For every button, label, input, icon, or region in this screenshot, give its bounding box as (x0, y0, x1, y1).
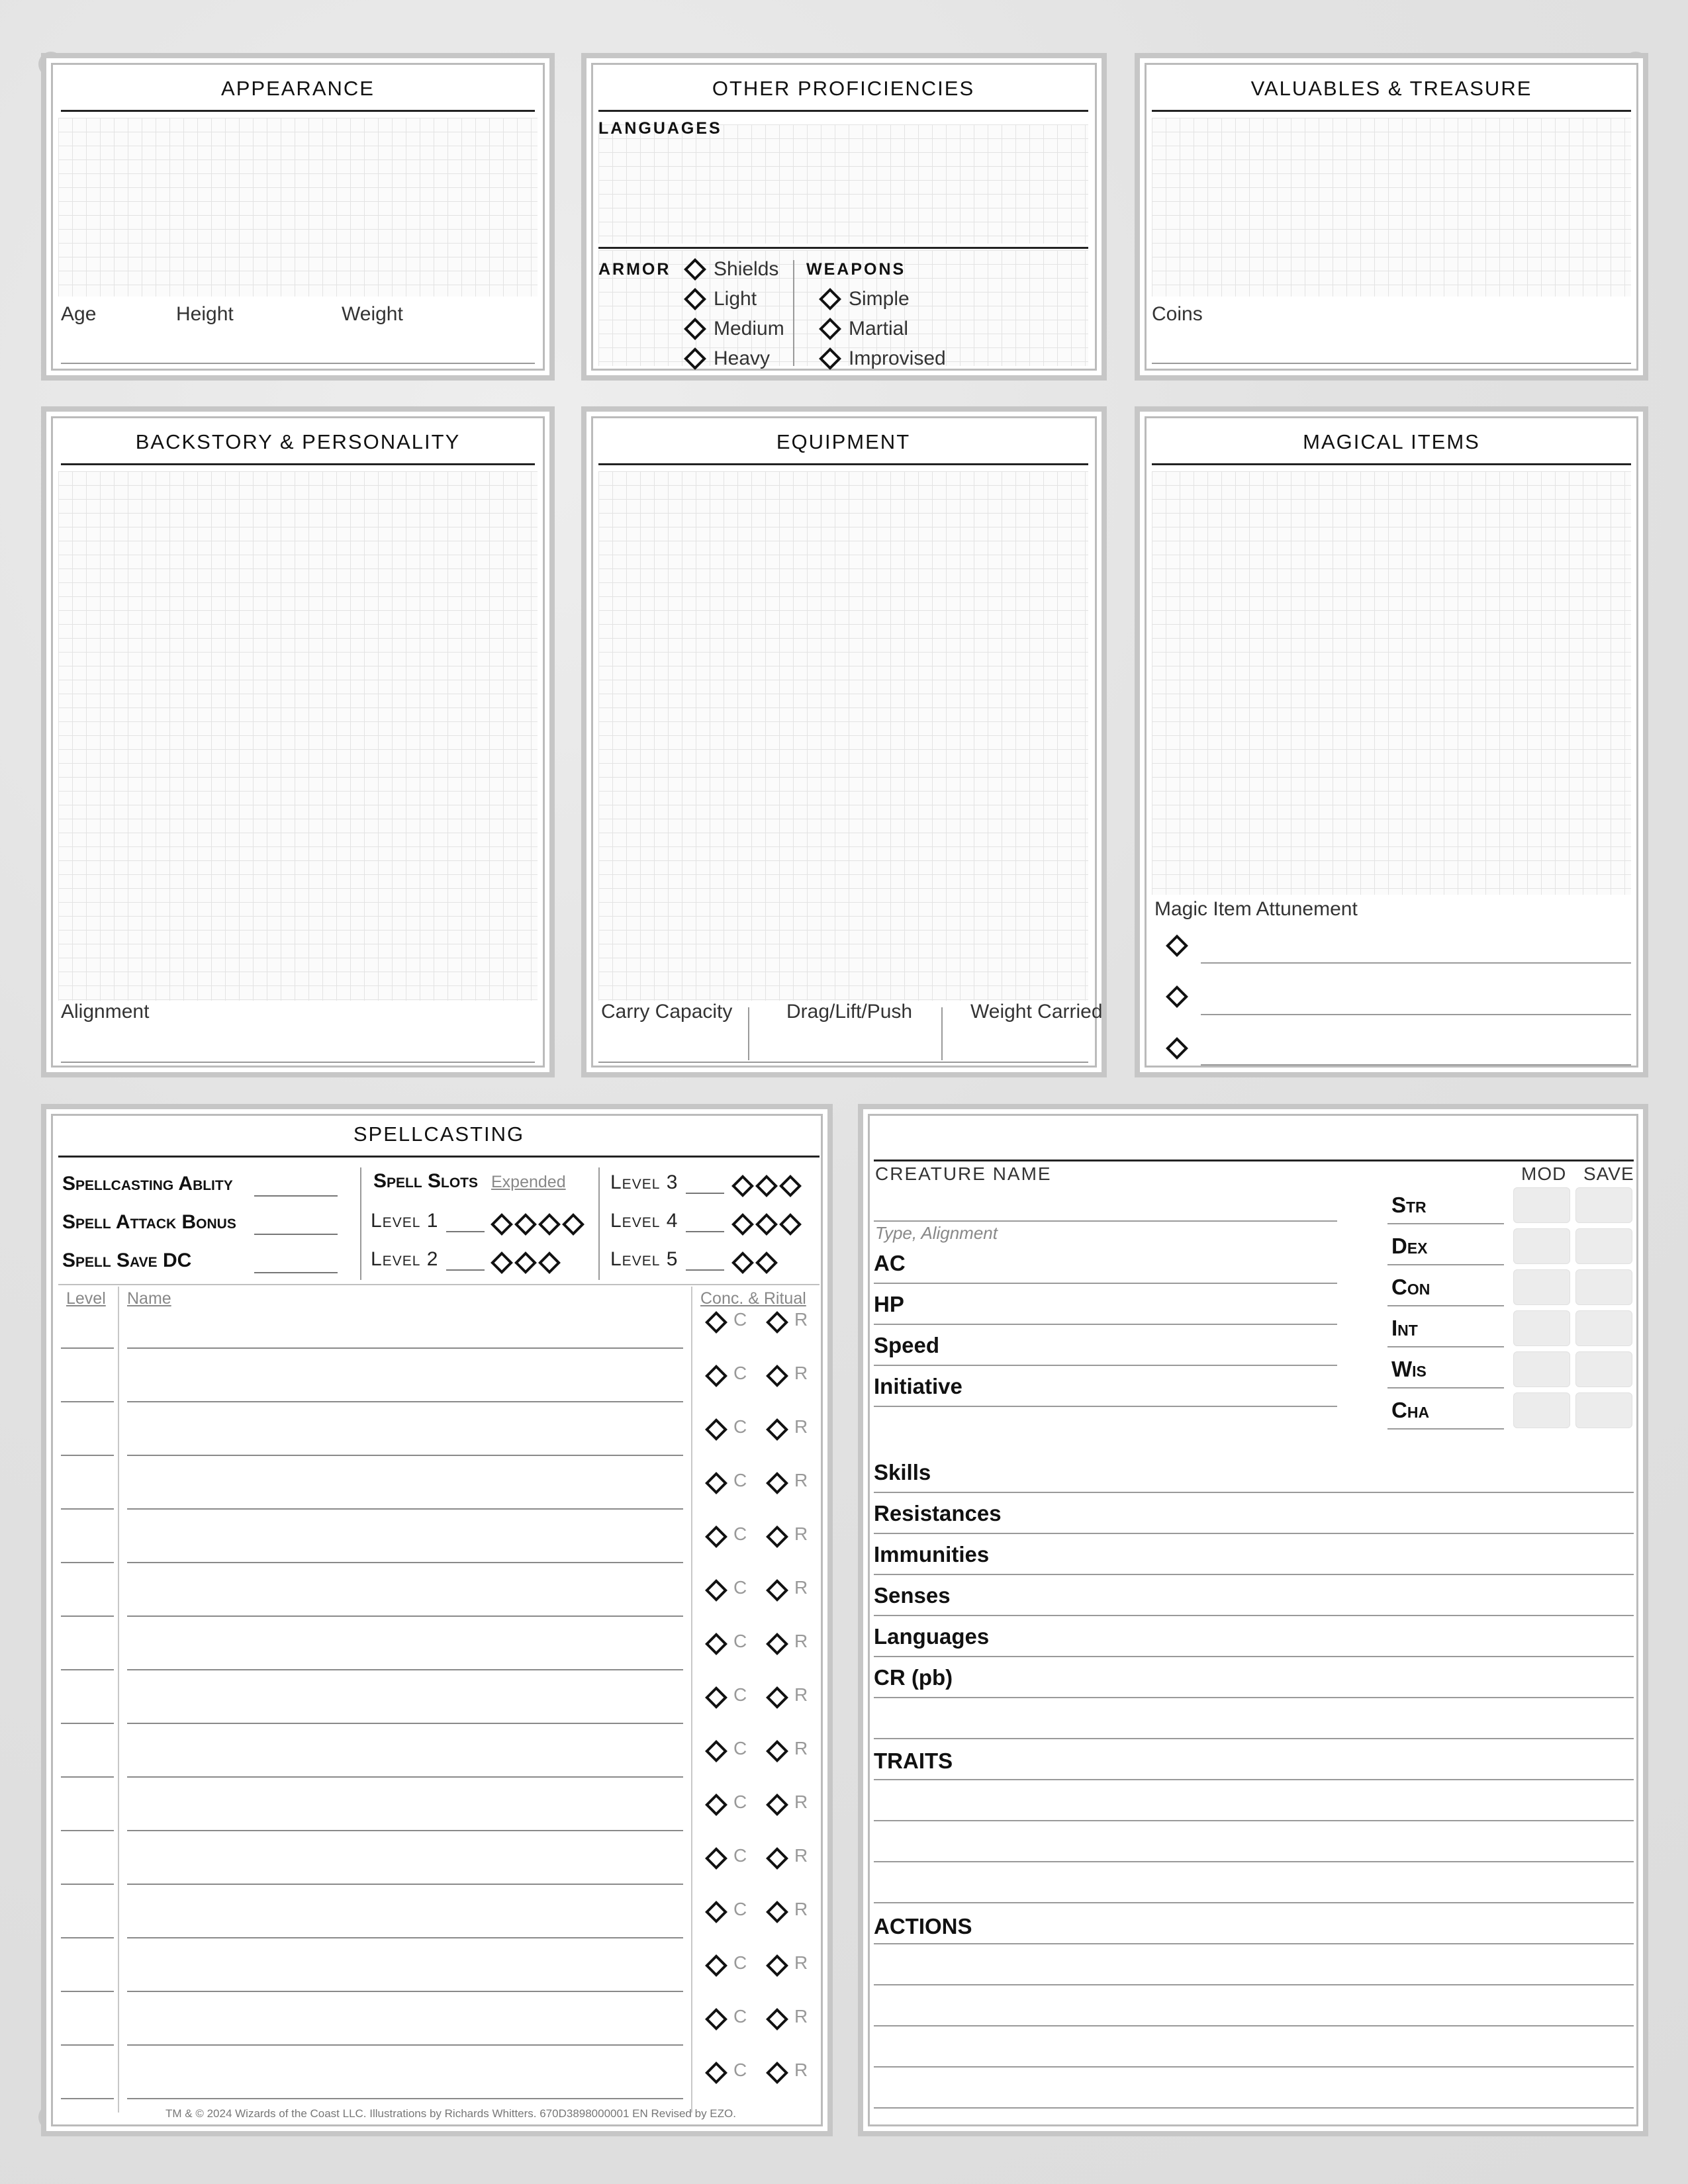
concentration-letter: C (733, 1416, 747, 1437)
level-3-slot-1[interactable] (731, 1175, 754, 1197)
spell-level-field[interactable] (61, 1937, 114, 1938)
spell-name-field[interactable] (127, 1884, 683, 1885)
concentration-checkbox[interactable] (705, 1794, 727, 1816)
light-armor-label: Light (714, 288, 757, 310)
ability-mod-box-int[interactable] (1513, 1310, 1570, 1346)
type-alignment-label: Type, Alignment (875, 1223, 998, 1243)
equipment-panel (581, 406, 1107, 1077)
traits-heading: TRAITS (874, 1749, 953, 1773)
backstory-panel (41, 406, 555, 1077)
stat-block-writing-line[interactable] (874, 1656, 1634, 1657)
level-5-slot-1[interactable] (731, 1251, 754, 1274)
level-1-label: Level 1 (371, 1210, 439, 1232)
stat-block-writing-line[interactable] (874, 1984, 1634, 1985)
carry-capacity-label: Carry Capacity (601, 1001, 733, 1023)
concentration-checkbox[interactable] (705, 1901, 727, 1923)
equipment-title: EQUIPMENT (598, 430, 1088, 465)
resistances-label: Resistances (874, 1501, 1002, 1525)
stat-block-writing-line[interactable] (874, 1492, 1634, 1493)
skills-label: Skills (874, 1460, 931, 1484)
stat-block-writing-line[interactable] (874, 1820, 1634, 1821)
spell-name-field[interactable] (127, 1723, 683, 1724)
magical-items-title: MAGICAL ITEMS (1152, 430, 1631, 465)
copyright-footer: TM & © 2024 Wizards of the Coast LLC. Illustrations by Richards Whitters. 670D3898000001 EN Revised by EZO. (165, 2107, 736, 2120)
spell-name-field[interactable] (127, 1991, 683, 1992)
martial-weapons-label: Martial (849, 318, 909, 340)
attunement-line-2[interactable] (1201, 1014, 1631, 1015)
ritual-letter: R (794, 1899, 808, 1919)
ability-mod-box-cha[interactable] (1513, 1392, 1570, 1428)
ability-mod-box-wis[interactable] (1513, 1351, 1570, 1387)
concentration-letter: C (733, 1738, 747, 1758)
ritual-checkbox[interactable] (766, 1954, 788, 1977)
ability-underline (1387, 1346, 1504, 1347)
ritual-letter: R (794, 1470, 808, 1490)
level-2-slot-2[interactable] (514, 1251, 537, 1274)
spell-name-field[interactable] (127, 1455, 683, 1456)
level-4-slot-3[interactable] (779, 1213, 802, 1236)
ability-save-box-dex[interactable] (1575, 1228, 1632, 1264)
ritual-checkbox[interactable] (766, 1686, 788, 1709)
spell-slots-label: Spell Slots (373, 1170, 479, 1192)
concentration-letter: C (733, 1845, 747, 1866)
ritual-letter: R (794, 1845, 808, 1866)
level-2-slot-3[interactable] (538, 1251, 561, 1274)
concentration-letter: C (733, 1363, 747, 1383)
level-2-label: Level 2 (371, 1248, 439, 1270)
save-column-header: SAVE (1583, 1163, 1634, 1184)
valuables-grid[interactable] (1152, 118, 1631, 296)
stat-block-writing-line[interactable] (874, 1738, 1634, 1739)
equipment-field-line[interactable] (598, 1062, 1088, 1063)
attunement-checkbox-2[interactable] (1166, 985, 1188, 1008)
ritual-checkbox[interactable] (766, 2062, 788, 2084)
spell-level-field[interactable] (61, 1562, 114, 1563)
concentration-letter: C (733, 1309, 747, 1330)
equipment-divider-1 (748, 1007, 749, 1060)
ability-label-int: Int (1391, 1316, 1418, 1340)
ritual-letter: R (794, 1738, 808, 1758)
level-4-field[interactable] (686, 1231, 724, 1232)
level-3-field[interactable] (686, 1193, 724, 1194)
appearance-grid[interactable] (58, 118, 538, 296)
concentration-checkbox[interactable] (705, 2062, 727, 2084)
ability-save-box-str[interactable] (1575, 1187, 1632, 1223)
ability-mod-box-con[interactable] (1513, 1269, 1570, 1305)
ritual-checkbox[interactable] (766, 1472, 788, 1494)
speed-line[interactable] (874, 1365, 1337, 1366)
stat-block-writing-line[interactable] (874, 1574, 1634, 1575)
spell-name-field[interactable] (127, 1508, 683, 1510)
equipment-grid[interactable] (598, 471, 1088, 1001)
armor-heading: ARMOR (598, 260, 671, 279)
ritual-checkbox[interactable] (766, 1365, 788, 1387)
magical-items-panel (1135, 406, 1648, 1077)
hp-line[interactable] (874, 1324, 1337, 1325)
alignment-label: Alignment (61, 1001, 150, 1023)
coins-line[interactable] (1152, 363, 1631, 364)
height-label: Height (176, 303, 234, 325)
ritual-checkbox[interactable] (766, 1311, 788, 1334)
level-1-slot-3[interactable] (538, 1213, 561, 1236)
level-4-slot-1[interactable] (731, 1213, 754, 1236)
spellcasting-divider-1 (360, 1167, 361, 1280)
spell-level-field[interactable] (61, 1776, 114, 1778)
ability-label-str: Str (1391, 1193, 1427, 1217)
level-4-label: Level 4 (610, 1210, 679, 1232)
spell-attack-field[interactable] (254, 1234, 338, 1235)
concentration-letter: C (733, 1631, 747, 1651)
ritual-checkbox[interactable] (766, 2008, 788, 2030)
languages-grid[interactable] (598, 124, 1088, 244)
shields-label: Shields (714, 258, 779, 280)
concentration-checkbox[interactable] (705, 1365, 727, 1387)
ac-label: AC (874, 1251, 906, 1275)
valuables-panel (1135, 53, 1648, 381)
spell-level-field[interactable] (61, 1401, 114, 1402)
ac-line[interactable] (874, 1283, 1337, 1284)
spellcasting-ability-field[interactable] (254, 1195, 338, 1197)
actions-heading: ACTIONS (874, 1914, 972, 1938)
languages-heading: LANGUAGES (598, 119, 722, 138)
creature-panel (858, 1104, 1648, 2136)
languages-divider (598, 247, 1088, 249)
coins-label: Coins (1152, 303, 1203, 325)
initiative-line[interactable] (874, 1406, 1337, 1407)
stat-block-writing-line[interactable] (874, 1615, 1634, 1616)
concentration-letter: C (733, 1684, 747, 1705)
concentration-letter: C (733, 1524, 747, 1544)
weapons-heading: WEAPONS (806, 260, 906, 279)
ritual-letter: R (794, 2006, 808, 2026)
concentration-letter: C (733, 1577, 747, 1598)
spell-name-field[interactable] (127, 2098, 683, 2099)
weight-carried-label: Weight Carried (970, 1001, 1103, 1023)
mod-column-header: MOD (1521, 1163, 1567, 1184)
spell-name-field[interactable] (127, 1937, 683, 1938)
other-proficiencies-title: OTHER PROFICIENCIES (598, 77, 1088, 112)
concentration-letter: C (733, 1952, 747, 1973)
concentration-letter: C (733, 2006, 747, 2026)
ability-label-cha: Cha (1391, 1398, 1430, 1422)
expended-label: Expended (491, 1173, 566, 1191)
ability-mod-box-str[interactable] (1513, 1187, 1570, 1223)
magical-items-grid[interactable] (1152, 471, 1631, 895)
spellcasting-divider-2 (598, 1167, 600, 1280)
level-2-slot-1[interactable] (491, 1251, 513, 1274)
drag-lift-push-label: Drag/Lift/Push (786, 1001, 913, 1023)
ritual-checkbox[interactable] (766, 1901, 788, 1923)
concentration-letter: C (733, 1792, 747, 1812)
level-3-label: Level 3 (610, 1171, 679, 1193)
spell-table-level-divider (118, 1287, 119, 2113)
stat-block-writing-line[interactable] (874, 2025, 1634, 2026)
ritual-checkbox[interactable] (766, 1847, 788, 1870)
ritual-letter: R (794, 1577, 808, 1598)
hp-label: HP (874, 1292, 904, 1316)
concentration-checkbox[interactable] (705, 1418, 727, 1441)
creature-name-label: CREATURE NAME (875, 1163, 1052, 1184)
ability-save-box-cha[interactable] (1575, 1392, 1632, 1428)
spell-table-top-border (58, 1284, 820, 1285)
immunities-label: Immunities (874, 1542, 990, 1567)
ritual-checkbox[interactable] (766, 1740, 788, 1762)
spell-level-field[interactable] (61, 1347, 114, 1349)
spell-level-field[interactable] (61, 2044, 114, 2046)
level-4-slot-2[interactable] (755, 1213, 778, 1236)
spell-level-field[interactable] (61, 1991, 114, 1992)
spell-attack-label: Spell Attack Bonus (62, 1211, 236, 1233)
spell-level-field[interactable] (61, 1669, 114, 1670)
creature-name-line[interactable] (874, 1220, 1337, 1222)
attunement-checkbox-3[interactable] (1166, 1037, 1188, 1060)
concentration-letter: C (733, 1899, 747, 1919)
ritual-checkbox[interactable] (766, 1794, 788, 1816)
concentration-checkbox[interactable] (705, 1633, 727, 1655)
spellcasting-ability-label: Spellcasting Ablity (62, 1173, 233, 1195)
ritual-letter: R (794, 1631, 808, 1651)
spell-name-field[interactable] (127, 1401, 683, 1402)
spell-name-field[interactable] (127, 1562, 683, 1563)
spell-level-field[interactable] (61, 1723, 114, 1724)
ritual-checkbox[interactable] (766, 1633, 788, 1655)
spell-level-field[interactable] (61, 1615, 114, 1617)
level-1-slot-2[interactable] (514, 1213, 537, 1236)
spell-level-field[interactable] (61, 2098, 114, 2099)
ability-underline (1387, 1223, 1504, 1224)
valuables-title: VALUABLES & TREASURE (1152, 77, 1631, 112)
concentration-checkbox[interactable] (705, 1740, 727, 1762)
ritual-checkbox[interactable] (766, 1579, 788, 1602)
ritual-checkbox[interactable] (766, 1418, 788, 1441)
ritual-letter: R (794, 1684, 808, 1705)
ritual-letter: R (794, 1792, 808, 1812)
appearance-title: APPEARANCE (61, 77, 535, 112)
concentration-checkbox[interactable] (705, 1954, 727, 1977)
level-3-slot-2[interactable] (755, 1175, 778, 1197)
level-3-slot-3[interactable] (779, 1175, 802, 1197)
spell-name-column-header: Name (127, 1289, 171, 1308)
spell-level-column-header: Level (66, 1289, 106, 1308)
backstory-grid[interactable] (58, 471, 538, 1001)
ability-label-wis: Wis (1391, 1357, 1427, 1381)
attunement-line-1[interactable] (1201, 962, 1631, 964)
spell-name-field[interactable] (127, 1347, 683, 1349)
ability-underline (1387, 1428, 1504, 1430)
spellcasting-panel (41, 1104, 833, 2136)
concentration-letter: C (733, 2060, 747, 2080)
improvised-weapons-label: Improvised (849, 347, 946, 369)
ritual-letter: R (794, 1309, 808, 1330)
concentration-checkbox[interactable] (705, 1525, 727, 1548)
ability-save-box-con[interactable] (1575, 1269, 1632, 1305)
attunement-line-3[interactable] (1201, 1064, 1631, 1066)
spell-table-name-divider (691, 1287, 692, 2113)
ability-save-box-int[interactable] (1575, 1310, 1632, 1346)
stat-block-writing-line[interactable] (874, 1533, 1634, 1534)
concentration-letter: C (733, 1470, 747, 1490)
other-proficiencies-panel (581, 53, 1107, 381)
level-5-slot-2[interactable] (755, 1251, 778, 1274)
attunement-label: Magic Item Attunement (1154, 898, 1358, 920)
stat-block-writing-line[interactable] (874, 1943, 1634, 1944)
spell-name-field[interactable] (127, 1776, 683, 1778)
concentration-checkbox[interactable] (705, 2008, 727, 2030)
concentration-checkbox[interactable] (705, 1311, 727, 1334)
stat-block-writing-line[interactable] (874, 1697, 1634, 1698)
stat-block-writing-line[interactable] (874, 2107, 1634, 2109)
level-1-slot-4[interactable] (562, 1213, 585, 1236)
ritual-checkbox[interactable] (766, 1525, 788, 1548)
ability-underline (1387, 1305, 1504, 1306)
ability-underline (1387, 1387, 1504, 1388)
ability-underline (1387, 1264, 1504, 1265)
simple-weapons-label: Simple (849, 288, 910, 310)
concentration-checkbox[interactable] (705, 1686, 727, 1709)
ability-save-box-wis[interactable] (1575, 1351, 1632, 1387)
languages-label: Languages (874, 1624, 990, 1649)
spellcasting-title: SPELLCASTING (58, 1122, 820, 1158)
spell-name-field[interactable] (127, 1669, 683, 1670)
ritual-letter: R (794, 1952, 808, 1973)
spell-level-field[interactable] (61, 1884, 114, 1885)
ritual-letter: R (794, 2060, 808, 2080)
spell-name-field[interactable] (127, 1830, 683, 1831)
age-label: Age (61, 303, 97, 325)
spell-level-field[interactable] (61, 1830, 114, 1831)
ritual-letter: R (794, 1524, 808, 1544)
initiative-label: Initiative (874, 1374, 962, 1398)
concentration-checkbox[interactable] (705, 1579, 727, 1602)
ritual-letter: R (794, 1416, 808, 1437)
backstory-title: BACKSTORY & PERSONALITY (61, 430, 535, 465)
stat-block-writing-line[interactable] (874, 1861, 1634, 1862)
concentration-checkbox[interactable] (705, 1847, 727, 1870)
creature-top-rule (874, 1160, 1634, 1161)
spell-save-dc-label: Spell Save DC (62, 1250, 192, 1271)
concentration-checkbox[interactable] (705, 1472, 727, 1494)
ability-label-con: Con (1391, 1275, 1430, 1299)
spell-name-field[interactable] (127, 1615, 683, 1617)
ritual-letter: R (794, 1363, 808, 1383)
spell-save-dc-field[interactable] (254, 1272, 338, 1273)
appearance-field-line[interactable] (61, 363, 535, 364)
weight-label: Weight (342, 303, 403, 325)
stat-block-writing-line[interactable] (874, 1902, 1634, 1903)
speed-label: Speed (874, 1333, 940, 1357)
cr-label: CR (pb) (874, 1665, 953, 1690)
alignment-line[interactable] (61, 1062, 535, 1063)
spell-name-field[interactable] (127, 2044, 683, 2046)
ability-mod-box-dex[interactable] (1513, 1228, 1570, 1264)
spell-level-field[interactable] (61, 1455, 114, 1456)
heavy-armor-label: Heavy (714, 347, 771, 369)
level-5-label: Level 5 (610, 1248, 679, 1270)
senses-label: Senses (874, 1583, 951, 1608)
spell-conc-ritual-column-header: Conc. & Ritual (700, 1289, 806, 1308)
equipment-divider-2 (941, 1007, 943, 1060)
spell-level-field[interactable] (61, 1508, 114, 1510)
level-1-slot-1[interactable] (491, 1213, 513, 1236)
armor-weapons-divider (793, 260, 794, 366)
attunement-checkbox-1[interactable] (1166, 934, 1188, 957)
level-1-field[interactable] (446, 1231, 485, 1232)
ability-label-dex: Dex (1391, 1234, 1428, 1258)
stat-block-writing-line[interactable] (874, 2066, 1634, 2068)
level-5-field[interactable] (686, 1269, 724, 1271)
appearance-panel (41, 53, 555, 381)
stat-block-writing-line[interactable] (874, 1779, 1634, 1780)
medium-armor-label: Medium (714, 318, 784, 340)
level-2-field[interactable] (446, 1269, 485, 1271)
